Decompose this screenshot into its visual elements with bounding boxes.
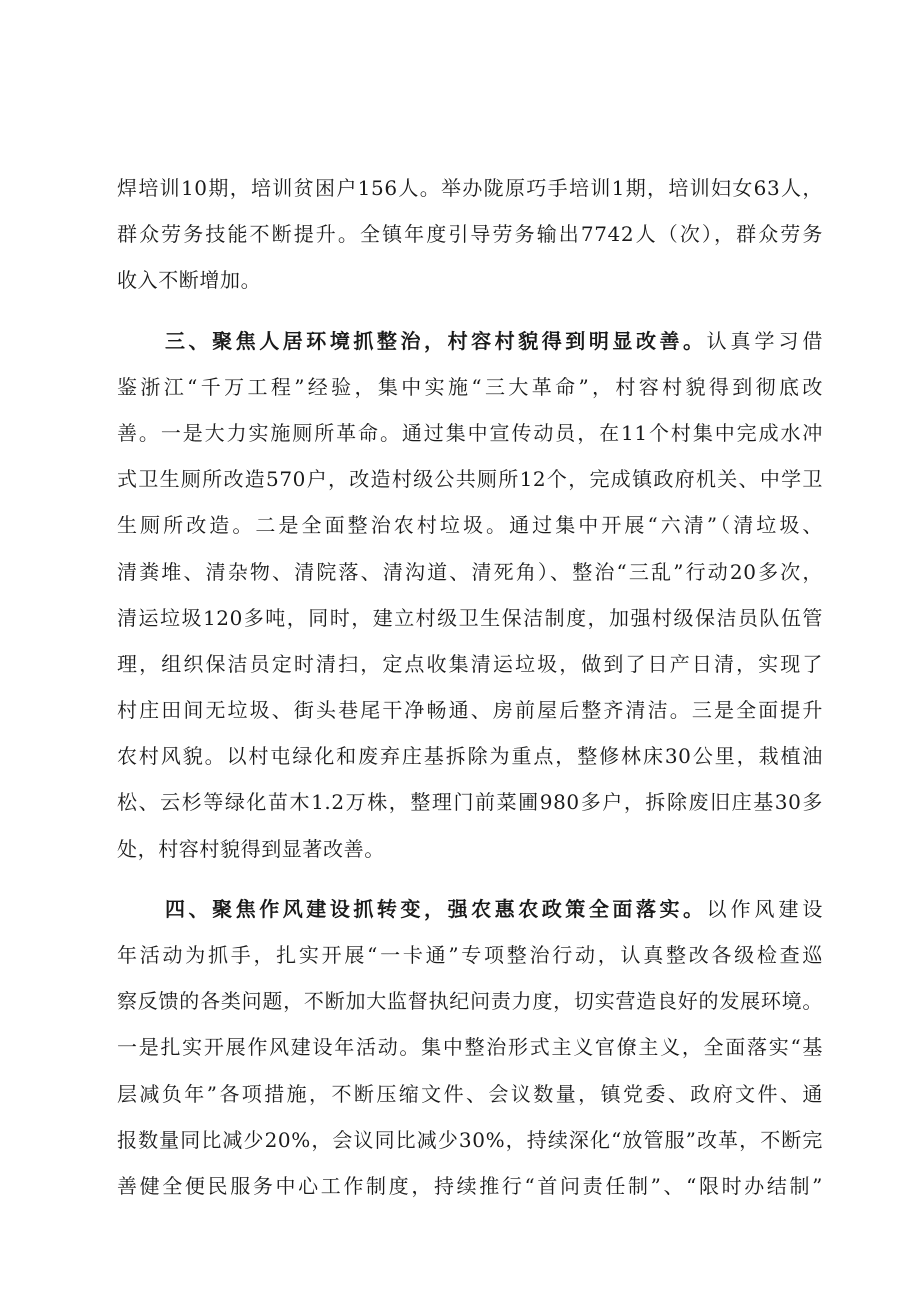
text-line: 生厕所改造。二是全面整治农村垃圾。通过集中开展“六清”（清垃圾、 [117,513,823,538]
text-line: 农村风貌。以村屯绿化和废弃庄基拆除为重点，整修林床30公里，栽植油 [117,744,823,769]
paragraph-living-environment [117,318,823,872]
text-line: 松、云杉等绿化苗木1.2万株，整理门前菜圃980多户，拆除废旧庄基30多 [117,790,823,815]
text-line: 清粪堆、清杂物、清院落、清沟道、清死角）、整治“三乱”行动20多次， [117,559,823,584]
document-body [117,165,823,1209]
text-line: 焊培训10期，培训贫困户156人。举办陇原巧手培训1期，培训妇女63人， [117,176,823,200]
text-line: 善健全便民服务中心工作制度，持续推行“首问责任制”、“限时办结制” [117,1173,823,1198]
text-line: 理，组织保洁员定时清扫，定点收集清运垃圾，做到了日产日清，实现了 [117,651,823,676]
text-fragment: 认真学习借 [706,328,823,353]
text-line: 收入不断增加。 [117,268,262,293]
text-line: 鉴浙江“千万工程”经验，集中实施“三大革命”，村容村貌得到彻底改 [117,374,823,399]
text-line: 群众劳务技能不断提升。全镇年度引导劳务输出7742人（次），群众劳务 [117,222,823,247]
text-line: 报数量同比减少20%，会议同比减少30%，持续深化“放管服”改革，不断完 [117,1127,823,1152]
text-line: 层减负年”各项措施，不断压缩文件、会议数量，镇党委、政府文件、通 [117,1081,823,1106]
text-line: 一是扎实开展作风建设年活动。集中整治形式主义官僚主义，全面落实“基 [117,1035,823,1060]
paragraph-labor-training [117,165,823,304]
text-line: 处，村容村貌得到显著改善。 [117,836,385,861]
text-line [117,318,823,364]
text-line: 式卫生厕所改造570户，改造村级公共厕所12个，完成镇政府机关、中学卫 [117,467,823,492]
text-line: 村庄田间无垃圾、街头巷尾干净畅通、房前屋后整齐清洁。三是全面提升 [117,698,823,723]
text-line: 察反馈的各类问题，不断加大监督执纪问责力度，切实营造良好的发展环境。 [117,989,823,1014]
section-heading-four: 四、聚焦作风建设抓转变，强农惠农政策全面落实。 [165,896,707,921]
text-fragment: 以作风建设 [706,896,823,921]
paragraph-work-style [117,886,823,1209]
text-line: 善。一是大力实施厕所革命。通过集中宣传动员，在11个村集中完成水冲 [117,420,823,445]
text-line: 清运垃圾120多吨，同时，建立村级卫生保洁制度，加强村级保洁员队伍管 [117,605,823,630]
text-line [117,886,823,932]
text-line: 年活动为抓手，扎实开展“一卡通”专项整治行动，认真整改各级检查巡 [117,943,823,967]
section-heading-three: 三、聚焦人居环境抓整治，村容村貌得到明显改善。 [165,328,707,353]
